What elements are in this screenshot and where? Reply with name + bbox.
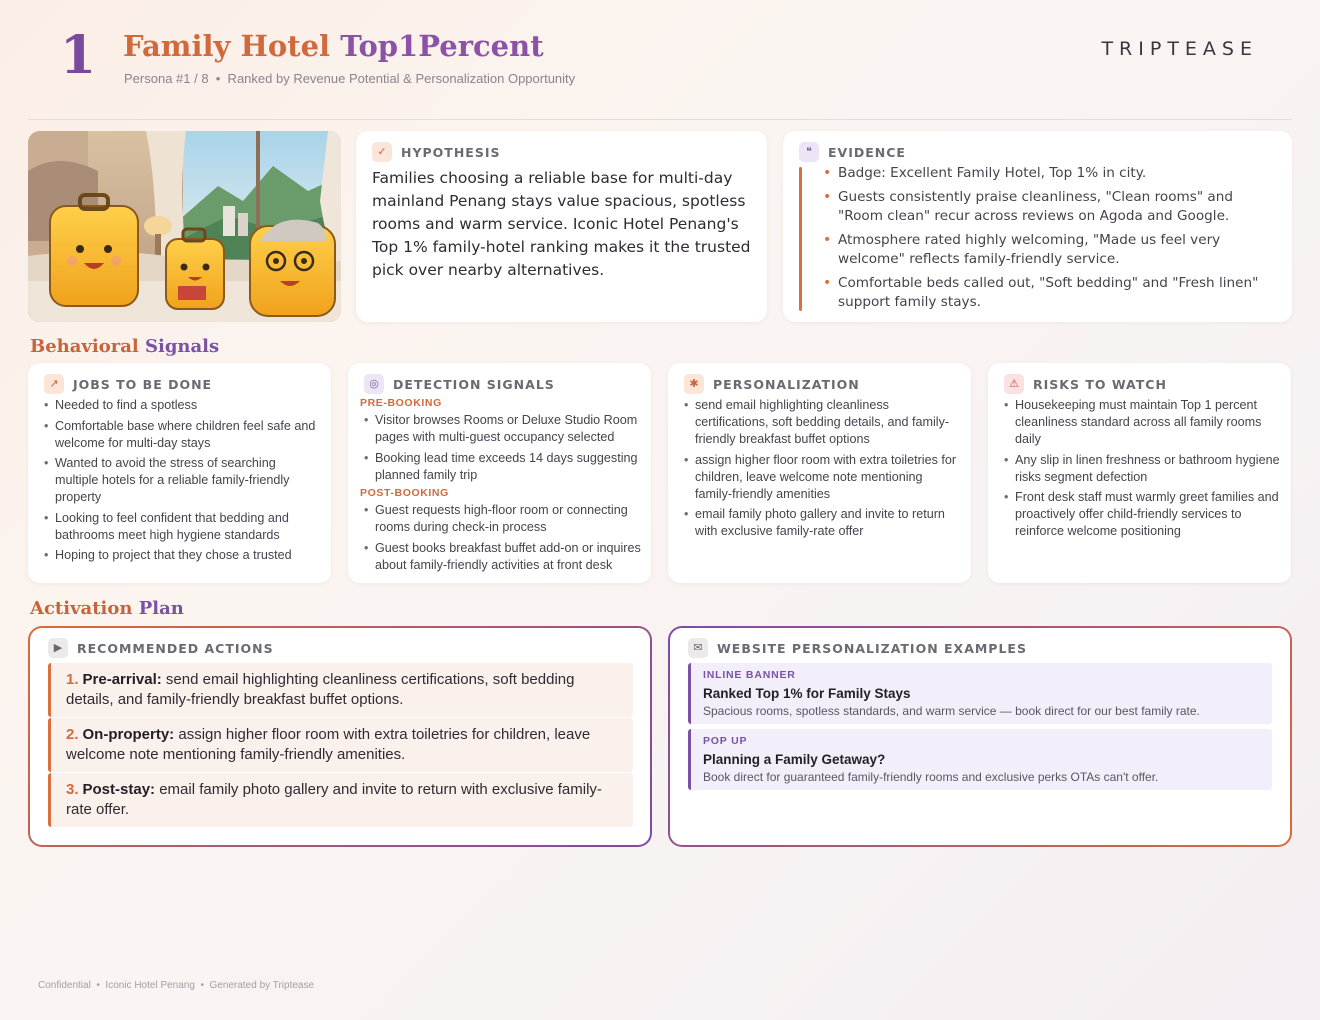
inline-banner-example [688,663,1272,724]
hypothesis-text: Families choosing a reliable base for multi-day mainland Penang stays value spacious, spotless rooms and warm service. Iconic Hotel Penang's Top 1% family-hotel ranking makes it the trusted pick over nearby alternatives. [372,169,751,279]
example-body: Book direct for guaranteed family-friendly rooms and exclusive perks OTAs can't offer. [703,770,1159,784]
activation-plan-heading [30,598,184,619]
action-text: email family photo gallery and invite to return with exclusive family-rate offer. [66,781,602,818]
list-item: • Front desk staff must warmly greet families and proactively offer child-friendly services to reinforce welcome positioning [1004,489,1282,540]
header-divider [28,119,1292,120]
website-header [688,638,1027,658]
website-personalization-card [668,626,1292,847]
evidence-accent-bar [799,167,802,311]
list-item: • Wanted to avoid the stress of searching multiple hotels for a reliable family-friendly property [44,455,322,506]
page-header [0,0,1320,120]
title-part-1: Family Hotel [123,29,331,63]
actions-label: RECOMMENDED ACTIONS [77,640,274,656]
list-item: • Looking to feel confident that bedding and bathrooms meet high hygiene standards [44,510,322,544]
page-subtitle: Persona #1 / 8 • Ranked by Revenue Potential & Personalization Opportunity [124,71,576,86]
detection-signals-card [348,363,651,583]
recommended-actions-card [28,626,652,847]
evidence-card [783,131,1292,322]
popup-example [688,729,1272,790]
example-body: Spacious rooms, spotless standards, and warm service — book direct for our best family rate. [703,704,1200,718]
post-booking-label: POST-BOOKING [360,487,449,499]
heading-part-2: Signals [144,336,220,357]
asterisk-icon: ✱ [684,374,704,394]
hypothesis-label: HYPOTHESIS [401,144,501,160]
list-item: • assign higher floor room with extra toiletries for children, leave welcome note mentioning family-friendly amenities [684,452,962,503]
quote-icon: ❝ [799,142,819,162]
pre-booking-list [364,412,642,484]
heading-part-1: Activation [30,598,133,619]
list-item: • Guest requests high-floor room or connecting rooms during check-in process [364,502,642,536]
action-text: send email highlighting cleanliness certifications, soft bedding details, and family-friendly breakfast buffet options. [66,671,575,708]
detection-header [364,374,555,394]
personalization-list [684,397,962,544]
family-luggage-illustration [28,131,341,322]
jobs-header [44,374,212,394]
jobs-to-be-done-card [28,363,331,583]
brand-logo: TRIPTEASE [1101,38,1258,60]
recommended-actions-inner [30,628,650,845]
personalization-label: PERSONALIZATION [713,376,860,392]
risks-list [1004,397,1282,544]
risks-header [1004,374,1167,394]
personalization-header [684,374,860,394]
list-item: • Needed to find a spotless [44,397,322,414]
list-item: • Housekeeping must maintain Top 1 percent cleanliness standard across all family rooms daily [1004,397,1282,448]
list-item: • Hoping to project that they chose a trusted [44,547,322,564]
action-title: On-property: [82,726,175,743]
hypothesis-card [356,131,767,322]
heading-part-1: Behavioral [30,336,139,357]
action-text: assign higher floor room with extra toiletries for children, leave welcome note mentioning family-friendly amenities. [66,726,591,763]
hero-illustration [28,131,341,322]
hypothesis-header [372,142,500,162]
detection-content [360,396,642,577]
page-footer: Confidential • Iconic Hotel Penang • Generated by Triptease [38,980,315,991]
example-kind: INLINE BANNER [703,669,796,681]
list-item: • Booking lead time exceeds 14 days suggesting planned family trip [364,450,642,484]
evidence-item: • Atmosphere rated highly welcoming, "Made us feel very welcome" reflects family-friendly service. [823,231,1278,270]
evidence-list [823,164,1278,317]
evidence-label: EVIDENCE [828,144,906,160]
arrow-up-right-icon: ↗ [44,374,64,394]
list-item: • Comfortable base where children feel safe and welcome for multi-day stays [44,418,322,452]
risks-label: RISKS TO WATCH [1033,376,1167,392]
page-title [123,31,544,63]
pre-booking-label: PRE-BOOKING [360,397,442,409]
evidence-item: • Badge: Excellent Family Hotel, Top 1% in city. [823,164,1278,184]
action-item [48,718,633,772]
risks-card [988,363,1291,583]
action-number: 2. [66,726,79,743]
post-booking-list [364,502,642,574]
heading-part-2: Plan [138,598,184,619]
personalization-card [668,363,971,583]
jobs-list [44,397,322,568]
list-item: • send email highlighting cleanliness certifications, soft bedding details, and family-friendly breakfast buffet options [684,397,962,448]
detection-label: DETECTION SIGNALS [393,376,555,392]
list-item: • email family photo gallery and invite to return with exclusive family-rate offer [684,506,962,540]
evidence-header [799,142,906,162]
website-label: WEBSITE PERSONALIZATION EXAMPLES [717,640,1027,656]
example-kind: POP UP [703,735,748,747]
play-icon: ▶ [48,638,68,658]
persona-rank: 1 [60,25,97,86]
action-title: Post-stay: [82,781,156,798]
action-item [48,663,633,717]
list-item: • Any slip in linen freshness or bathroom hygiene risks segment defection [1004,452,1282,486]
example-title: Ranked Top 1% for Family Stays [703,686,911,701]
behavioral-signals-heading [30,336,219,357]
target-icon: ◎ [364,374,384,394]
evidence-item: • Guests consistently praise cleanliness, "Clean rooms" and "Room clean" recur across reviews on Agoda and Google. [823,188,1278,227]
check-icon: ✓ [372,142,392,162]
action-number: 3. [66,781,79,798]
evidence-item: • Comfortable beds called out, "Soft bedding" and "Fresh linen" support family stays. [823,274,1278,313]
list-item: • Visitor browses Rooms or Deluxe Studio Room pages with multi-guest occupancy selected [364,412,642,446]
action-number: 1. [66,671,79,688]
actions-header [48,638,274,658]
action-title: Pre-arrival: [82,671,162,688]
list-item: • Guest books breakfast buffet add-on or inquires about family-friendly activities at front desk [364,540,642,574]
jobs-label: JOBS TO BE DONE [73,376,213,392]
website-personalization-inner [670,628,1290,845]
mail-icon: ✉ [688,638,708,658]
action-item [48,773,633,827]
example-title: Planning a Family Getaway? [703,752,886,767]
warning-icon: ⚠ [1004,374,1024,394]
title-part-2: Top1Percent [340,29,544,63]
